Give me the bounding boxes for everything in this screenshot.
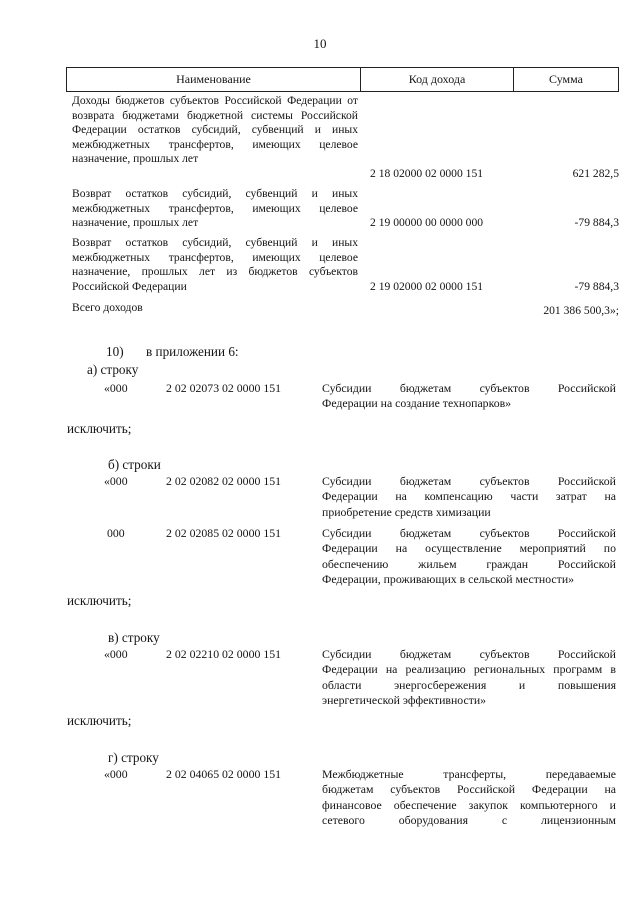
- desc-line: Федерации на создание технопарков»: [322, 396, 512, 411]
- entry-description: [322, 474, 616, 520]
- desc-line: Субсидии бюджетам субъектов Российской: [322, 526, 616, 540]
- entry-prefix: «000: [104, 647, 128, 661]
- header-sum: Сумма: [549, 72, 583, 86]
- exclude-text: исключить;: [67, 421, 132, 436]
- item-label: в) строку: [108, 630, 160, 645]
- desc-line: сетевого оборудования с лицензионным: [322, 812, 616, 827]
- table-total-row: [66, 301, 619, 321]
- row-name: Доходы бюджетов субъектов Российской Федерации от возврата бюджетами бюджетной системы Российской Федерации остатков субсидий, субвенций и иных межбюджетных трансфертов, имеющих целевое назначение, прошлых лет: [72, 94, 358, 166]
- exclude-text: исключить;: [67, 593, 132, 608]
- desc-line: энергетической эффективности»: [322, 692, 487, 707]
- section-number: 10): [106, 344, 124, 359]
- desc-line: Субсидии бюджетам субъектов Российской: [322, 647, 616, 661]
- entry-code: 2 02 02210 02 0000 151: [166, 647, 282, 661]
- desc-line: обеспечению жильем граждан Российской: [322, 556, 616, 571]
- item-label: б) строки: [108, 457, 161, 472]
- table-row: [66, 187, 619, 233]
- entry-code: 2 02 02073 02 0000 151: [166, 381, 282, 395]
- total-label: Всего доходов: [72, 301, 143, 314]
- entry-prefix: «000: [104, 474, 128, 488]
- desc-line: области энергосбережения и повышения: [322, 677, 616, 692]
- desc-line: Субсидии бюджетам субъектов Российской: [322, 381, 616, 395]
- header-name: Наименование: [67, 68, 361, 91]
- row-sum: -79 884,3: [574, 280, 619, 293]
- table-row: [66, 94, 619, 182]
- desc-line: Межбюджетные трансферты, передаваемые: [322, 767, 616, 781]
- entry-description: [322, 381, 616, 412]
- desc-line: Федерации на осуществление мероприятий по: [322, 541, 616, 556]
- desc-line: Федерации на компенсацию части затрат на: [322, 489, 616, 504]
- entry-description: [322, 647, 616, 708]
- row-code: 2 19 00000 00 0000 000: [370, 216, 484, 229]
- table-header: [66, 67, 619, 92]
- table-row: [66, 236, 619, 298]
- section-title: в приложении 6:: [146, 344, 239, 359]
- item-label: а) строку: [87, 362, 139, 377]
- row-code: 2 18 02000 02 0000 151: [370, 167, 484, 180]
- row-name: Возврат остатков субсидий, субвенций и иных межбюджетных трансфертов, имеющих целевое назначение, прошлых лет: [72, 187, 358, 230]
- desc-line: бюджетам субъектов Российской Федерации на: [322, 782, 616, 797]
- entry-code: 2 02 02085 02 0000 151: [166, 526, 282, 540]
- row-sum: -79 884,3: [574, 216, 619, 229]
- entry-description: [322, 526, 616, 587]
- row-sum: 621 282,5: [572, 167, 619, 180]
- exclude-text: исключить;: [67, 713, 132, 728]
- revenue-table: [66, 67, 619, 317]
- entry-code: 2 02 02082 02 0000 151: [166, 474, 282, 488]
- item-label: г) строку: [108, 750, 159, 765]
- row-code: 2 19 02000 02 0000 151: [370, 280, 484, 293]
- entry-code: 2 02 04065 02 0000 151: [166, 767, 282, 781]
- total-sum: 201 386 500,3»;: [543, 304, 619, 317]
- header-code: Код дохода: [361, 68, 514, 91]
- desc-line: Федерации на реализацию региональных программ в: [322, 662, 616, 677]
- page-number: 10: [313, 36, 327, 51]
- desc-line: финансовое обеспечение закупок компьютерного и: [322, 797, 616, 812]
- entry-description: [322, 767, 616, 828]
- entry-prefix: «000: [104, 767, 128, 781]
- entry-prefix: 000: [107, 526, 125, 540]
- entry-prefix: «000: [104, 381, 128, 395]
- row-name: Возврат остатков субсидий, субвенций и иных межбюджетных трансфертов, имеющих целевое назначение, прошлых лет из бюджетов субъектов Российской Федерации: [72, 236, 358, 293]
- desc-line: Субсидии бюджетам субъектов Российской: [322, 474, 616, 488]
- desc-line: приобретение средств химизации: [322, 504, 491, 519]
- desc-line: Федерации, проживающих в сельской местности»: [322, 571, 575, 586]
